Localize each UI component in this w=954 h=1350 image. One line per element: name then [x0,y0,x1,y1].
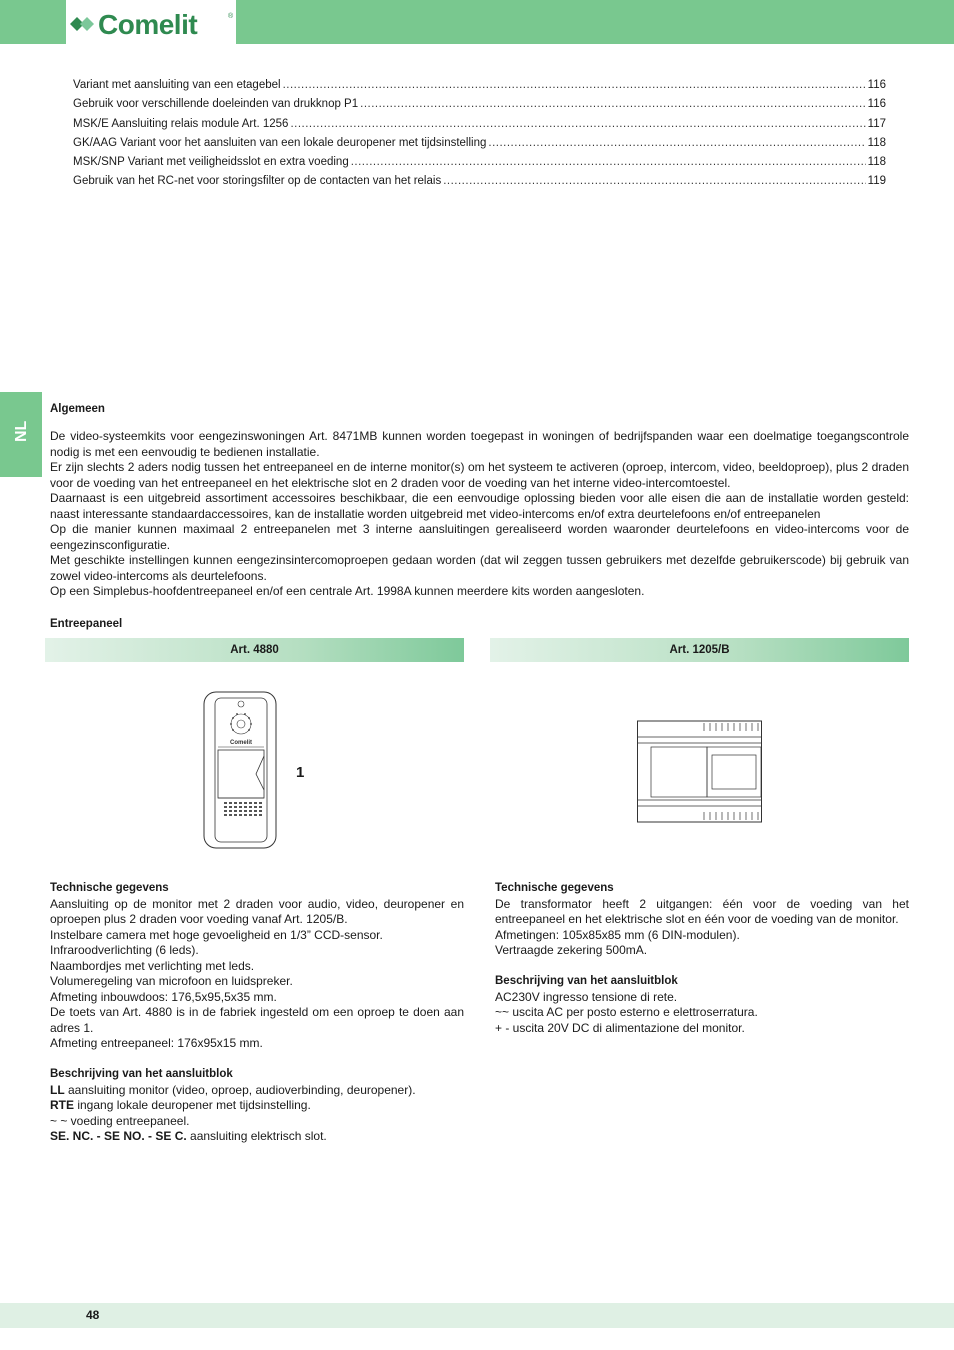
general-paragraph: De video-systeemkits voor eengezinswoningen Art. 8471MB kunnen worden toegepast in woningen of bedrijfspanden waar een doelmatige toegangscontrole nodig is met een eenvoudig te bedienen installatie. [50,429,909,459]
general-heading: Algemeen [50,403,105,415]
left-tech-line: Volumeregeling van microfoon en luidspreker. [50,974,293,988]
toc-entry-page: 118 [867,156,886,169]
right-desc-line: + - uscita 20V DC di alimentazione del monitor. [495,1020,745,1035]
left-desc-line [50,1129,464,1145]
right-desc-line: AC230V ingresso tensione di rete. [495,989,678,1004]
table-of-contents [73,79,886,195]
terminal-desc: aansluiting monitor (video, oproep, audioverbinding, deuropener). [64,1082,416,1097]
general-paragraph: Er zijn slechts 2 aders nodig tussen het entreepaneel en de interne monitor(s) om het systeem te activeren (oproep, intercom, video, beeldoproep), plus 2 draden voor de voeding van het entreepaneel en het elektrische slot en 2 draden voor de voeding van het interne video-intercomtoestel. [50,460,909,490]
terminal-desc: aansluiting elektrisch slot. [186,1129,327,1143]
general-paragraph: Met geschikte instellingen kunnen eengezinsintercomoproepen gedaan worden (dat wil zeggen tussen gebruikers met dezelfde gebruikerscode) bij gebruik van zowel video-intercoms als deurtelefoons. [50,553,909,583]
article-bar-1205b: Art. 1205/B [490,638,909,662]
left-tech-line: De toets van Art. 4880 is in de fabriek ingesteld om een oproep te doen aan adres 1. [50,1005,464,1035]
toc-entry-page: 118 [867,136,886,149]
toc-entry-title: GK/AAG Variant voor het aansluiten van een lokale deuropener met tijdsinstelling [73,136,487,149]
left-tech-line: Instelbare camera met hoge gevoeligheid en 1/3” CCD-sensor. [50,927,383,942]
toc-row [73,118,886,137]
general-paragraph: Daarnaast is een uitgebreid assortiment accessoires beschikbaar, die een eenvoudige oplossing bieden voor alle eisen die aan de installatie worden gesteld: naast interessante standaardaccessoires, kan de installatie worden uitgebreid met video-intercoms en/of extra deurtelefoons en/of entreepanelen [50,491,909,521]
toc-entry-page: 116 [867,98,886,111]
terminal-desc: ~ ~ voeding entreepaneel. [50,1113,190,1128]
left-tech-line: Afmeting inbouwdoos: 176,5x95,5x35 mm. [50,989,277,1004]
logo-mark-icon [70,17,98,31]
right-desc-line: ~~ uscita AC per posto esterno e elettroserratura. [495,1005,758,1019]
toc-entry-page: 119 [867,175,886,188]
left-tech-line: Naambordjes met verlichting met leds. [50,958,255,973]
toc-leader-dots [283,79,866,91]
toc-entry-title: MSK/SNP Variant met veiligheidsslot en extra voeding [73,156,349,169]
transformer-drawing [636,719,764,825]
comelit-logo [66,0,236,44]
toc-leader-dots [360,98,866,110]
right-specs-column [495,881,909,1036]
left-desc-line [50,1114,464,1130]
left-tech-line: Afmeting entreepaneel: 176x95x15 mm. [50,1036,263,1050]
toc-entry-title: Variant met aansluiting van een etagebel [73,79,281,91]
footer-bar [0,1303,954,1328]
language-tab-label: NL [13,420,30,442]
toc-entry-title: Gebruik van het RC-net voor storingsfilter op de contacten van het relais [73,175,442,188]
toc-row [73,79,886,98]
page-number: 48 [86,1308,100,1322]
article-bar-4880: Art. 4880 [45,638,464,662]
toc-leader-dots [443,175,865,187]
general-body [50,429,909,600]
toc-entry-page: 117 [867,117,886,130]
general-paragraph: Op die manier kunnen maximaal 2 entreepanelen met 3 interne aansluitingen gerealiseerd worden waaronder deurtelefoons en video-intercoms voor de eengezinsconfiguratie. [50,522,909,552]
left-tech-heading: Technische gegevens [50,882,169,894]
right-tech-heading: Technische gegevens [495,882,614,894]
toc-row [73,98,886,117]
toc-row [73,156,886,175]
toc-entry-title: Gebruik voor verschillende doeleinden van drukknop P1 [73,98,359,111]
toc-entry-page: 116 [867,79,886,91]
toc-leader-dots [290,118,865,130]
language-tab [0,392,42,477]
logo-text: Comelit [98,9,198,40]
general-section [50,403,909,600]
right-tech-line: Vertraagde zekering 500mA. [495,943,648,957]
toc-leader-dots [488,137,865,149]
left-tech-line: Aansluiting op de monitor met 2 draden voor audio, video, deuropener en oproepen plus 2 draden voor voeding vanaf Art. 1205/B. [50,896,464,926]
terminal-desc: ingang lokale deuropener met tijdsinstelling. [74,1098,311,1112]
right-tech-paragraph: De transformator heeft 2 uitgangen: één voor de voeding van het entreepaneel en het elektrische slot en één voor de voeding van de monitor. [495,896,909,926]
toc-row [73,175,886,194]
toc-leader-dots [351,156,866,168]
right-desc-heading: Beschrijving van het aansluitblok [495,975,678,987]
left-specs-column [50,881,464,1145]
entrance-panel-drawing [200,690,280,850]
general-paragraph: Op een Simplebus-hoofdentreepaneel en/of een centrale Art. 1998A kunnen meerdere kits worden aangesloten. [50,584,645,598]
entreepaneel-heading: Entreepaneel [50,618,123,630]
toc-entry-title: MSK/E Aansluiting relais module Art. 1256 [73,117,289,130]
terminal-label: SE. NC. - SE NO. - SE C. [50,1129,187,1143]
left-tech-line: Infraroodverlichting (6 leds). [50,943,199,957]
left-desc-line [50,1098,464,1114]
left-desc-line [50,1083,464,1099]
terminal-label: RTE [50,1098,74,1112]
figure-label: 1 [296,764,305,781]
left-desc-heading: Beschrijving van het aansluitblok [50,1068,233,1080]
toc-row [73,137,886,156]
logo-registered-mark: ® [228,13,234,20]
right-tech-line: Afmetingen: 105x85x85 mm (6 DIN-modulen). [495,927,740,942]
panel-logo-text: Comelit [229,740,253,746]
terminal-label: LL [50,1082,65,1097]
